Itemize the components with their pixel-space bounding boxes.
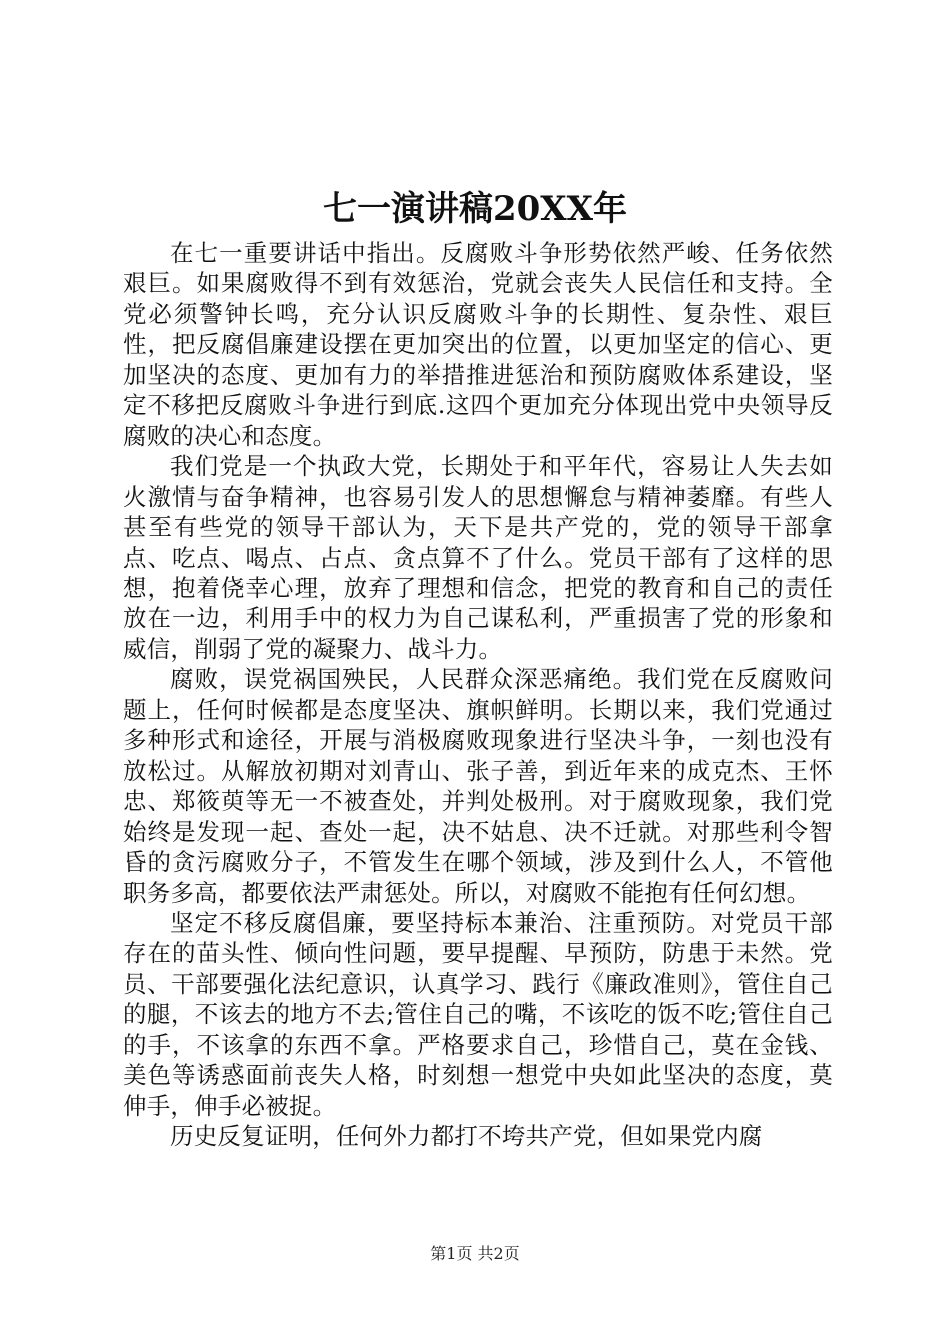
- paragraph-1: 在七一重要讲话中指出。反腐败斗争形势依然严峻、任务依然艰巨。如果腐败得不到有效惩治，党就会丧失人民信任和支持。全党必须警钟长鸣，充分认识反腐败斗争的长期性、复杂性、艰巨性，把反腐倡廉建设摆在更加突出的位置，以更加坚定的信心、更加坚决的态度、更加有力的举措推进惩治和预防腐败体系建设，坚定不移把反腐败斗争进行到底.这四个更加充分体现出党中央领导反腐败的决心和态度。: [123, 239, 833, 450]
- paragraph-2: 我们党是一个执政大党，长期处于和平年代，容易让人失去如火激情与奋争精神，也容易引发人的思想懈怠与精神萎靡。有些人甚至有些党的领导干部认为，天下是共产党的，党的领导干部拿点、吃点、喝点、占点、贪点算不了什么。党员干部有了这样的思想，抱着侥幸心理，放弃了理想和信念，把党的教育和自己的责任放在一边，利用手中的权力为自己谋私利，严重损害了党的形象和威信，削弱了党的凝聚力、战斗力。: [123, 452, 833, 663]
- paragraph-3: 腐败，误党祸国殃民，人民群众深恶痛绝。我们党在反腐败问题上，任何时候都是态度坚决、旗帜鲜明。长期以来，我们党通过多种形式和途径，开展与消极腐败现象进行坚决斗争，一刻也没有放松过。从解放初期对刘青山、张子善，到近年来的成克杰、王怀忠、郑筱萸等无一不被查处，并判处极刑。对于腐败现象，我们党始终是发现一起、查处一起，决不姑息、决不迁就。对那些利令智昏的贪污腐败分子，不管发生在哪个领域，涉及到什么人，不管他职务多高，都要依法严肃惩处。所以，对腐败不能抱有任何幻想。: [123, 665, 833, 907]
- document-body: [123, 238, 833, 1152]
- page-footer: 第1页 共2页: [430, 1244, 520, 1263]
- document-title: 七一演讲稿20XX年: [322, 189, 628, 229]
- paragraph-4: 坚定不移反腐倡廉，要坚持标本兼治、注重预防。对党员干部存在的苗头性、倾向性问题，要早提醒、早预防，防患于未然。党员、干部要强化法纪意识，认真学习、践行《廉政准则》，管住自己的腿，不该去的地方不去;管住自己的嘴，不该吃的饭不吃;管住自己的手，不该拿的东西不拿。严格要求自己，珍惜自己，莫在金钱、美色等诱惑面前丧失人格，时刻想一想党中央如此坚决的态度，莫伸手，伸手必被捉。: [123, 908, 833, 1120]
- paragraph-5: 历史反复证明，任何外力都打不垮共产党，但如果党内腐: [170, 1122, 763, 1151]
